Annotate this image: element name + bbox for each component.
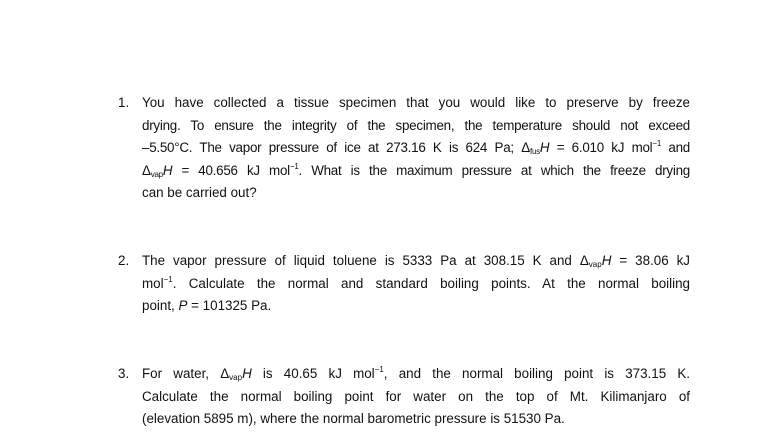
enthalpy-symbol: H [162, 162, 173, 178]
text-fragment: point, [142, 298, 179, 314]
text-fragment: –5.50°C. The vapor pressure of ice at 273.16 K is 624 Pa; [142, 140, 522, 156]
text-line [142, 160, 690, 183]
superscript: −1 [374, 365, 384, 374]
text-fragment: For water, [142, 366, 221, 381]
enthalpy-symbol: H [242, 366, 252, 381]
text-line: can be carried out? [142, 185, 257, 201]
text-fragment: , and the normal boiling point is 373.15 K. [383, 366, 690, 381]
text-fragment: . What is the maximum pressure at which the freeze drying [298, 162, 690, 178]
text-line: drying. To ensure the integrity of the specimen, the temperature should not exceed [142, 117, 690, 133]
delta-symbol: Δ [220, 366, 230, 381]
problem-number: 1. [118, 95, 130, 110]
text-line [142, 137, 690, 160]
superscript: −1 [163, 274, 173, 284]
enthalpy-symbol: H [539, 140, 550, 156]
problem-text [142, 363, 690, 431]
text-fragment: = 40.656 kJ mol [172, 162, 290, 178]
text-line [142, 250, 690, 273]
subscript: vap [150, 169, 163, 179]
problem-3 [118, 363, 690, 431]
subscript: vap [588, 260, 602, 269]
text-fragment: and [661, 140, 691, 156]
subscript: fus [529, 147, 540, 157]
text-line [142, 295, 690, 318]
problem-number: 2. [118, 253, 130, 268]
text-fragment: The vapor pressure of liquid toluene is 5333 Pa at 308.15 K and [142, 253, 580, 268]
delta-symbol: Δ [579, 253, 589, 268]
delta-symbol: Δ [521, 140, 530, 156]
text-line [142, 363, 690, 386]
text-fragment: = 6.010 kJ mol [549, 140, 653, 156]
text-line: You have collected a tissue specimen that you would like to preserve by freeze [142, 95, 690, 110]
text-fragment: = 38.06 kJ [611, 253, 690, 268]
problem-text [142, 92, 690, 205]
problem-number: 3. [118, 366, 130, 381]
problem-2 [118, 250, 690, 318]
text-fragment: mol [142, 275, 164, 291]
text-line: (elevation 5895 m), where the normal barometric pressure is 51530 Pa. [142, 411, 565, 427]
delta-symbol: Δ [142, 162, 151, 178]
text-fragment: is 40.65 kJ mol [251, 366, 375, 381]
text-fragment: . Calculate the normal and standard boiling points. At the normal boiling [172, 275, 690, 291]
pressure-symbol: P [178, 298, 188, 314]
text-fragment: = 101325 Pa. [187, 298, 272, 314]
problem-1 [118, 92, 690, 205]
problem-text [142, 250, 690, 318]
subscript: vap [229, 373, 243, 382]
text-line: Calculate the normal boiling point for water on the top of Mt. Kilimanjaro of [142, 388, 690, 404]
text-line [142, 273, 690, 296]
superscript: −1 [652, 139, 662, 149]
enthalpy-symbol: H [601, 253, 612, 268]
superscript: −1 [289, 161, 299, 171]
